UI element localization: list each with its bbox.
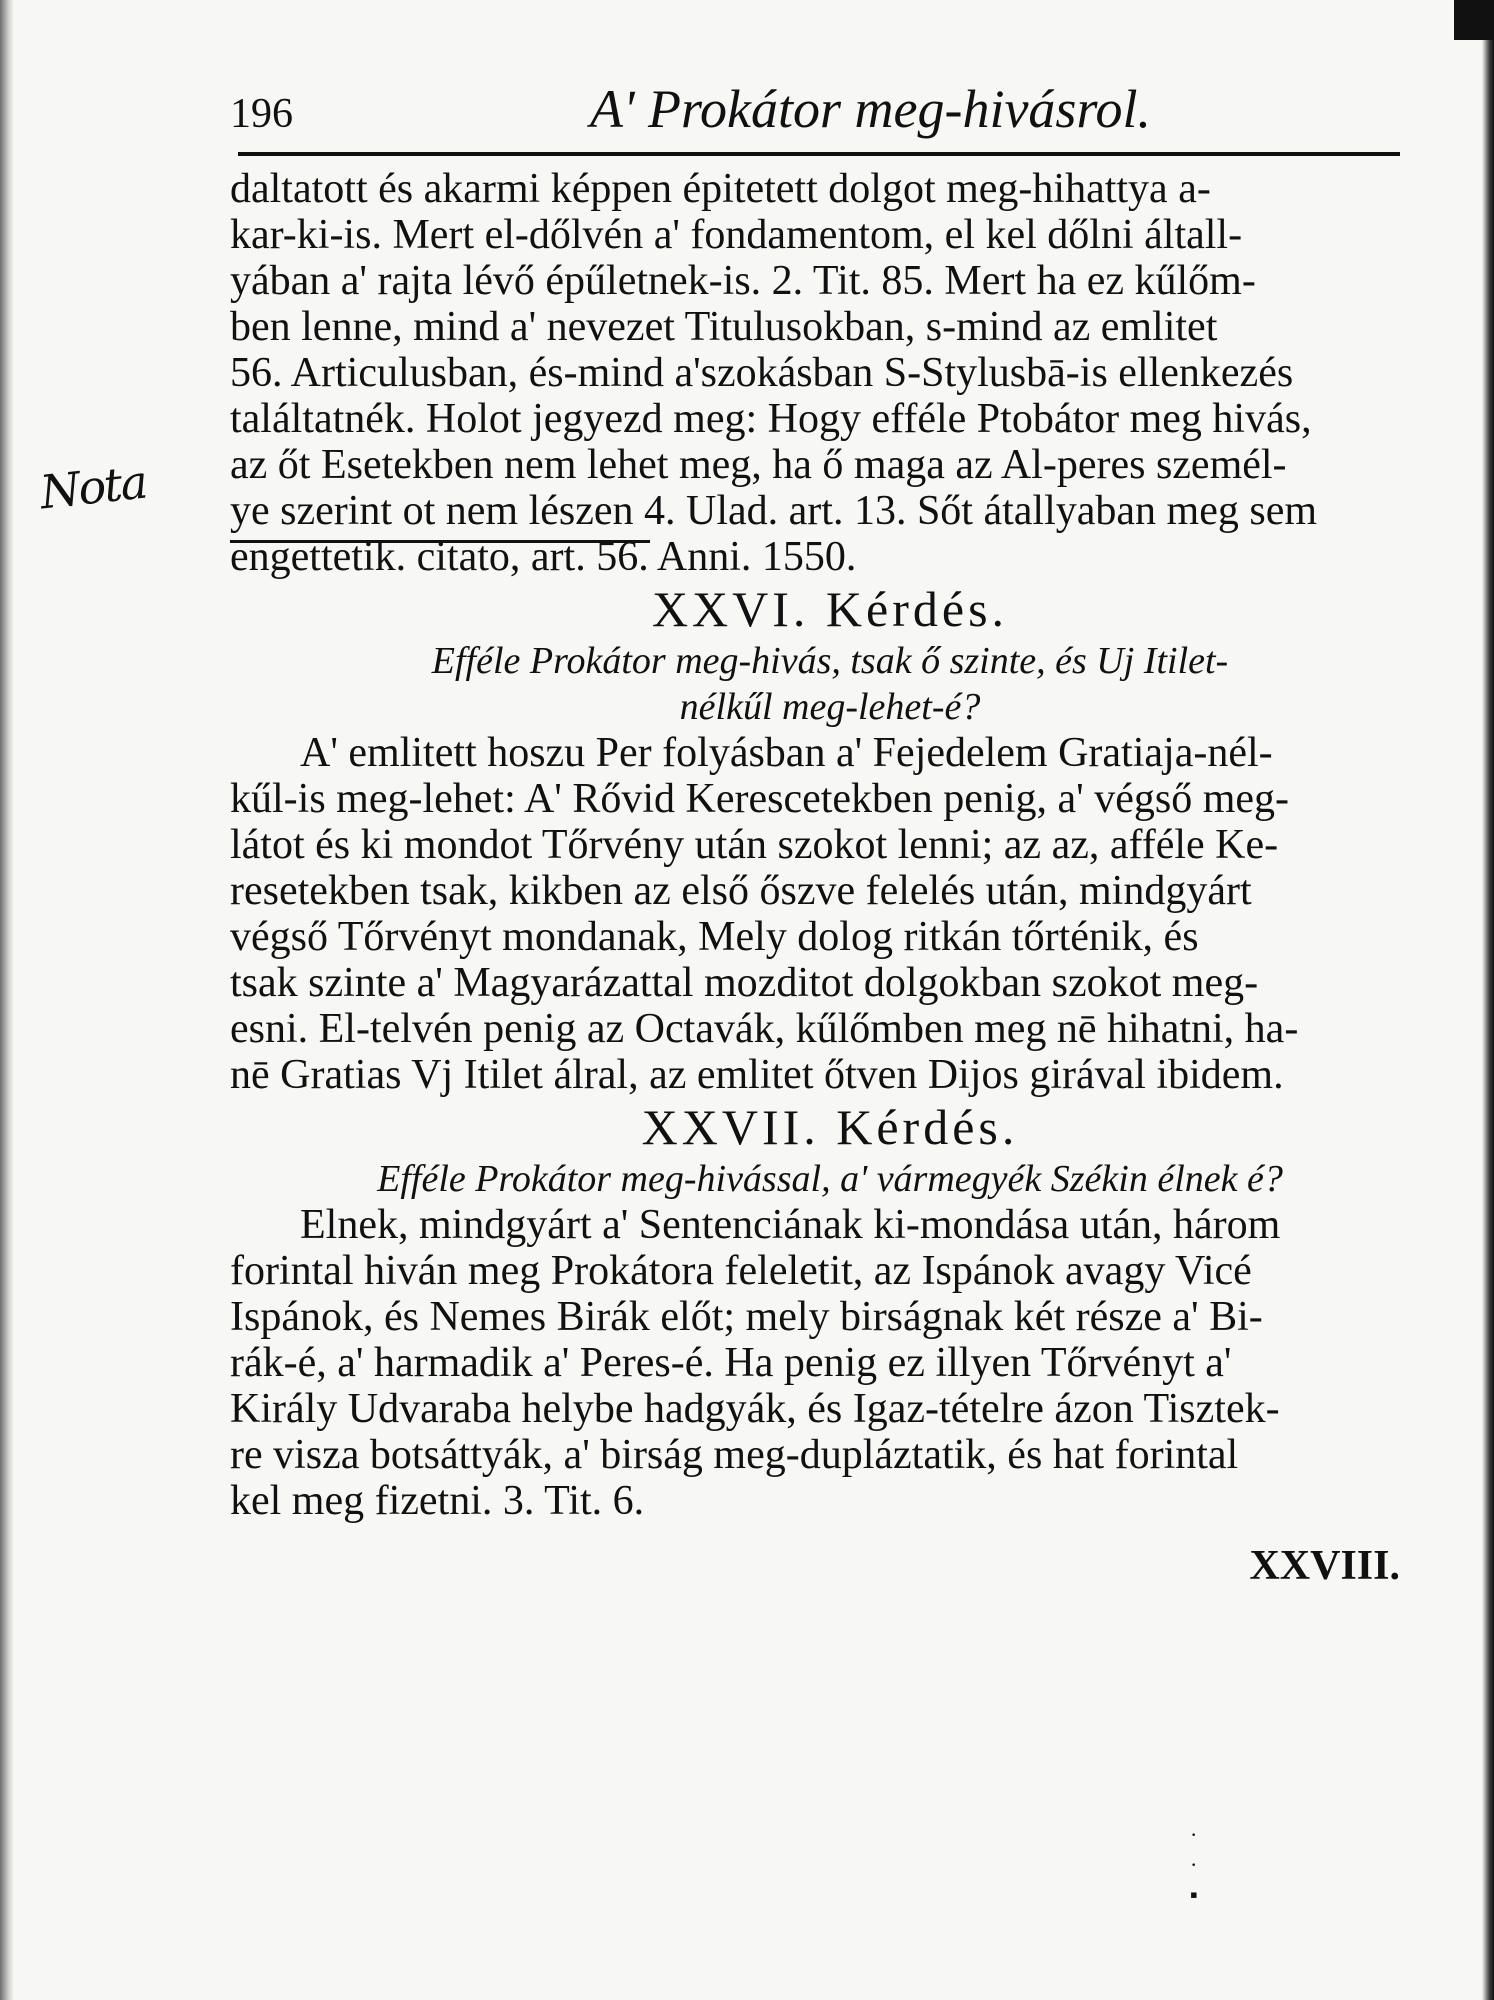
- text-line: yában a' rajta lévő épűletnek-is. 2. Tit. 85. Mert ha ez kűlőm-: [230, 258, 1256, 304]
- book-page: [230, 60, 1430, 1589]
- text-line: Király Udvaraba helybe hadgyák, és Igaz-tételre ázon Tisztek-: [230, 1386, 1280, 1432]
- paragraph-1: [230, 166, 1430, 580]
- section-27-question: Efféle Prokátor meg-hivással, a' vármegyék Székin élnek é?: [377, 1158, 1283, 1200]
- speck-dot: ▪: [1190, 1882, 1198, 1907]
- section-27-paragraph: [230, 1202, 1430, 1524]
- page-header: [230, 60, 1430, 140]
- text-line: ben lenne, mind a' nevezet Titulusokban, s-mind az emlitet: [230, 304, 1218, 350]
- marginal-note: Nota: [37, 454, 149, 520]
- text-line: tsak szinte a' Magyarázattal mozditot dolgokban szokot meg-: [230, 960, 1259, 1006]
- section-27-heading: XXVII. Kérdés.: [641, 1099, 1019, 1155]
- text-line: kűl-is meg-lehet: A' Rővid Kerescetekben penig, a' végső meg-: [230, 776, 1290, 822]
- section-26-question-line: nélkűl meg-lehet-é?: [679, 686, 981, 728]
- text-line: ye szerint ot nem lészen 4. Ulad. art. 13. Sőt átallyaban meg sem: [230, 488, 1318, 534]
- text-line: esni. El-telvén penig az Octavák, kűlőmben meg nē hihatni, ha-: [230, 1006, 1299, 1052]
- text-line: daltatott és akarmi képpen épitetett dolgot meg-hihattya a-: [230, 166, 1211, 212]
- ink-specks: [1190, 1820, 1198, 1910]
- text-line: A' emlitett hoszu Per folyásban a' Fejedelem Gratiaja-nél-: [300, 730, 1273, 776]
- page-body: [230, 166, 1430, 1590]
- scan-edge-left: [0, 0, 14, 2000]
- section-26-question-line: Efféle Prokátor meg-hivás, tsak ő szinte, és Uj Itilet-: [431, 640, 1229, 682]
- text-line: Elnek, mindgyárt a' Sentenciának ki-mondása után, három: [300, 1202, 1281, 1248]
- scan-edge-right: [1482, 0, 1494, 2000]
- text-line: re visza botsáttyák, a' birság meg-dupláztatik, és hat forintal: [230, 1432, 1239, 1478]
- scan-corner: [1454, 0, 1494, 40]
- text-line: forintal hiván meg Prokátora feleletit, az Ispánok avagy Vicé: [230, 1248, 1252, 1294]
- text-line: rák-é, a' harmadik a' Peres-é. Ha penig ez illyen Tőrvényt a': [230, 1340, 1232, 1386]
- text-line: kar-ki-is. Mert el-dőlvén a' fondamentom, el kel dőlni általl-: [230, 212, 1243, 258]
- text-line: találtatnék. Holot jegyezd meg: Hogy efféle Ptobátor meg hivás,: [230, 396, 1312, 442]
- speck-dot: ·: [1190, 1822, 1198, 1847]
- section-26-heading: XXVI. Kérdés.: [651, 581, 1009, 637]
- text-line: Ispánok, és Nemes Birák előt; mely birságnak két része a' Bi-: [230, 1294, 1263, 1340]
- text-line: látot és ki mondot Tőrvény után szokot lenni; az az, afféle Ke-: [230, 822, 1279, 868]
- text-line: nē Gratias Vj Itilet álral, az emlitet őtven Dijos girával ibidem.: [230, 1052, 1284, 1098]
- text-line: az őt Esetekben nem lehet meg, ha ő maga az Al-peres személ-: [230, 442, 1287, 488]
- text-line: kel meg fizetni. 3. Tit. 6.: [230, 1478, 645, 1524]
- text-line: resetekben tsak, kikben az első őszve felelés után, mindgyárt: [230, 868, 1252, 914]
- text-line: végső Tőrvényt mondanak, Mely dolog ritkán tőrténik, és: [230, 914, 1199, 960]
- running-title: A' Prokátor meg-hivásrol.: [590, 79, 1151, 139]
- page-number: 196: [230, 91, 293, 137]
- section-26-paragraph: [230, 730, 1430, 1098]
- text-line: engettetik. citato, art. 56. Anni. 1550.: [230, 534, 857, 580]
- text-line: 56. Articulusban, és-mind a'szokásban S-Stylusbā-is ellenkezés: [230, 350, 1294, 396]
- header-rule: [238, 152, 1400, 156]
- catchword: XXVIII.: [1249, 1543, 1400, 1589]
- speck-dot: ·: [1190, 1852, 1198, 1877]
